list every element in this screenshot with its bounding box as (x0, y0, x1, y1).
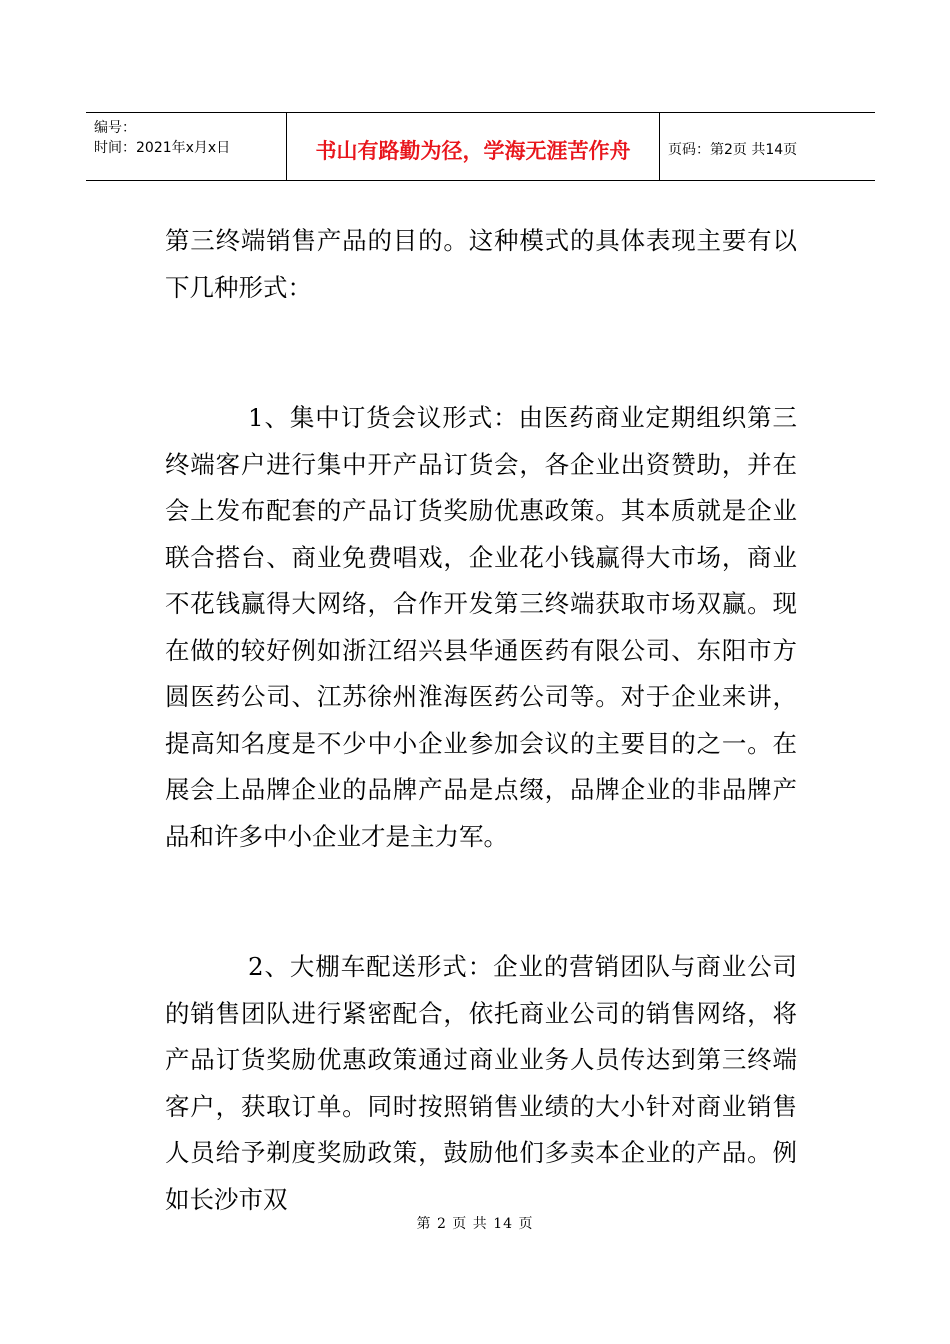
document-date-label: 时间：2021年x月x日 (94, 140, 231, 156)
header-motto-cell (286, 113, 660, 180)
paragraph-truck-delivery: 2、大棚车配送形式：企业的营销团队与商业公司的销售团队进行紧密配合，依托商业公司的销售网络，将产品订货奖励优惠政策通过商业业务人员传达到第三终端客户，获取订单。同时按照销售业绩的大小针对商业销售人员给予剃度奖励政策，鼓励他们多卖本企业的产品。例如长沙市双 (165, 952, 797, 1214)
paragraph-ordering-meeting: 1、集中订货会议形式：由医药商业定期组织第三终端客户进行集中开产品订货会，各企业出资赞助，并在会上发布配套的产品订货奖励优惠政策。其本质就是企业联合搭台、商业免费唱戏，企业花小钱赢得大市场，商业不花钱赢得大网络，合作开发第三终端获取市场双赢。现在做的较好例如浙江绍兴县华通医药有限公司、东阳市方圆医药公司、江苏徐州淮海医药公司等。对于企业来讲，提高知名度是不少中小企业参加会议的主要目的之一。在展会上品牌企业的品牌产品是点缀，品牌企业的非品牌产品和许多中小企业才是主力军。 (165, 403, 797, 851)
document-number-label: 编号： (94, 120, 136, 136)
paragraph-continuation: 第三终端销售产品的目的。这种模式的具体表现主要有以下几种形式： (165, 226, 797, 302)
page-footer: 第 2 页 共 14 页 (416, 1216, 534, 1232)
header-page-code: 页码：第2页 共14页 (668, 142, 798, 158)
document-header (86, 112, 875, 181)
header-motto: 书山有路勤为径，学海无涯苦作舟 (315, 139, 631, 163)
header-page-cell (660, 113, 875, 180)
document-body (165, 218, 797, 1223)
header-meta-cell (86, 113, 286, 180)
